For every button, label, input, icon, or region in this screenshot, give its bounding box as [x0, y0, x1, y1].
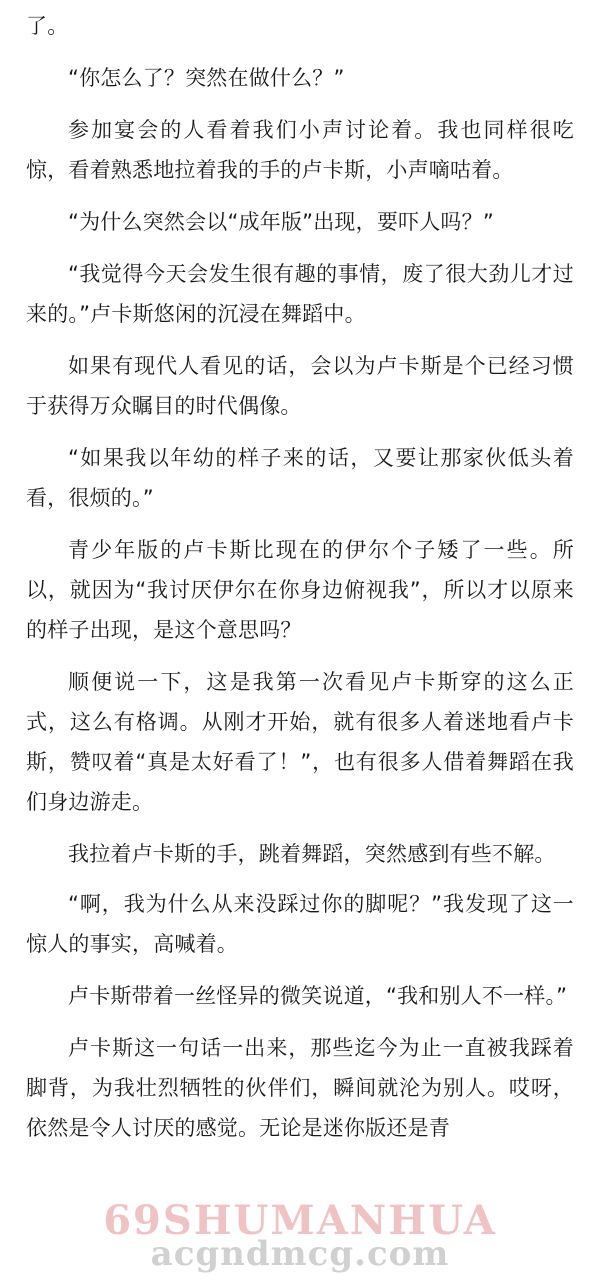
paragraph: 我拉着卢卡斯的手，跳着舞蹈，突然感到有些不解。	[68, 842, 556, 866]
paragraph: “我觉得今天会发生很有趣的事情，废了很大劲儿才过来的。”卢卡斯悠闲的沉浸在舞蹈中。	[26, 262, 574, 326]
watermark-site-url: acgndmcg.com	[150, 1234, 450, 1274]
paragraph: 顺便说一下，这是我第一次看见卢卡斯穿的这么正式，这么有格调。从刚才开始，就有很多人着迷地看卢卡斯，赞叹着“真是太好看了！”，也有很多人借着舞蹈在我们身边游走。	[26, 670, 574, 814]
paragraph: 了。	[26, 14, 69, 38]
paragraph: 如果有现代人看见的话，会以为卢卡斯是个已经习惯于获得万众瞩目的时代偶像。	[26, 354, 574, 418]
paragraph: “如果我以年幼的样子来的话，又要让那家伙低头着看，很烦的。”	[26, 446, 574, 510]
paragraph: 青少年版的卢卡斯比现在的伊尔个子矮了一些。所以，就因为“我讨厌伊尔在你身边俯视我”，所以才以原来的样子出现，是这个意思吗？	[26, 538, 574, 642]
paragraph: 卢卡斯这一句话一出来，那些迄今为止一直被我踩着脚背，为我壮烈牺牲的伙伴们，瞬间就沦为别人。哎呀，依然是令人讨厌的感觉。无论是迷你版还是青	[26, 1036, 574, 1140]
paragraph: 卢卡斯带着一丝怪异的微笑说道，“我和别人不一样。”	[68, 984, 568, 1008]
watermark	[0, 1197, 600, 1274]
paragraph: “你怎么了？突然在做什么？”	[68, 66, 345, 90]
paragraph: “为什么突然会以“成年版”出现，要吓人吗？”	[68, 210, 494, 234]
paragraph: 参加宴会的人看着我们小声讨论着。我也同样很吃惊，看着熟悉地拉着我的手的卢卡斯，小声嘀咕着。	[26, 118, 574, 182]
watermark-site-name: 69SHUMANHUA	[103, 1197, 497, 1244]
paragraph: “啊，我为什么从来没踩过你的脚呢？”我发现了这一惊人的事实，高喊着。	[26, 892, 574, 956]
